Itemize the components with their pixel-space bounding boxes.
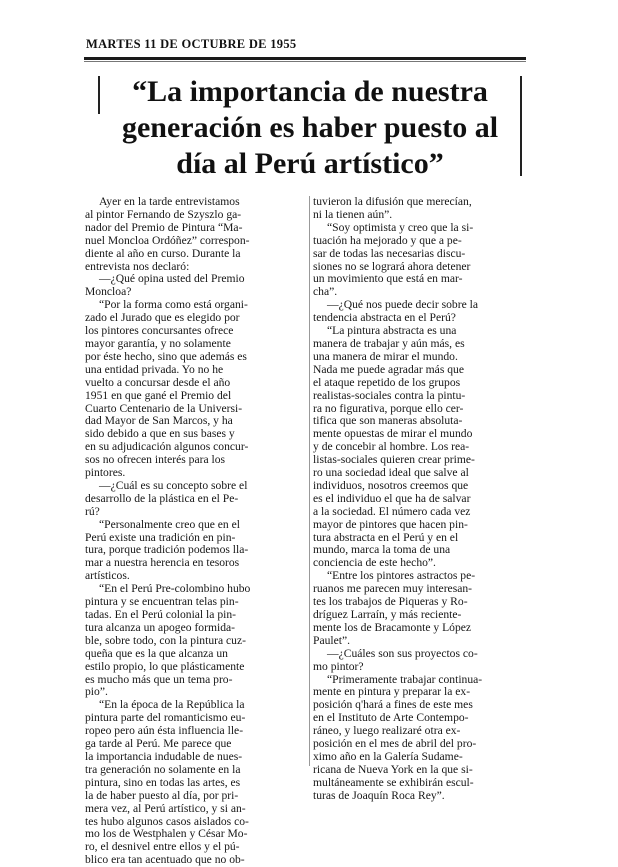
article-line: tura, porque tradición podemos lla-: [85, 544, 249, 557]
article-line: pintura y se encuentran telas pin-: [85, 596, 239, 609]
article-line: posición q'hará a fines de este mes: [313, 699, 473, 712]
article-line: ble, sobre todo, con la pintura cuz-: [85, 634, 246, 647]
article-line: mente opuestas de mirar el mundo: [313, 428, 473, 441]
article-line: la de haber puesto al día, por pri-: [85, 789, 239, 802]
article-line: dríguez Larraín, y más reciente-: [313, 609, 462, 621]
article-line: vuelto a concursar desde el año: [85, 376, 231, 389]
article-line: es el individuo el que ha de salvar: [313, 492, 471, 505]
article-line: entrevista nos declaró:: [85, 260, 190, 273]
article-line: mente los de Bracamonte y López: [313, 621, 472, 634]
article-line: “La pintura abstracta es una: [327, 325, 457, 338]
article-line: nador del Premio de Pintura “Ma-: [85, 221, 243, 234]
article-line: ni la tienen aún”.: [313, 208, 393, 221]
article-line: —¿Qué nos puede decir sobre la: [327, 299, 478, 312]
article-line: “Personalmente creo que en el: [99, 518, 240, 531]
header-rule-thin: [84, 61, 526, 62]
article-line: Nada me puede agradar más que: [313, 363, 464, 376]
article-line: al pintor Fernando de Szyszlo ga-: [85, 208, 242, 221]
article-line: tadas. En el Perú colonial la pin-: [85, 609, 236, 621]
article-line: multáneamente se exhibirán escul-: [313, 776, 474, 789]
article-line: pintores.: [85, 467, 126, 480]
article-line: “Entre los pintores astractos pe-: [327, 570, 476, 583]
article-line: sido debido a que en sus bases y: [85, 428, 235, 441]
article-line: mar a nuestra herencia en tesoros: [85, 557, 240, 570]
article-line: realistas-sociales contra la pintu-: [313, 389, 466, 402]
headline-line: día al Perú artístico”: [176, 147, 444, 180]
article-line: en el Instituto de Arte Contempo-: [313, 712, 469, 725]
article-line: ricana de Nueva York en la que si-: [313, 763, 473, 776]
article-line: en su adjudicación algunos concur-: [85, 441, 249, 454]
article-line: “Soy optimista y creo que la si-: [327, 221, 474, 234]
article-line: mera vez, al Perú artístico, y si an-: [85, 802, 246, 815]
article-line: y de concebir al hombre. Los rea-: [313, 441, 470, 454]
article-line: por éste hecho, sino que además es: [85, 350, 247, 363]
article-line: tra generación no solamente en la: [85, 763, 241, 776]
article-line: estilo propio, lo que plásticamente: [85, 660, 245, 673]
article-line: ruanos me parecen muy interesan-: [313, 583, 473, 596]
headline: [98, 74, 522, 182]
article-line: mayor garantía, y no solamente: [85, 337, 231, 350]
article-line: pio”.: [85, 686, 108, 699]
article-line: los pintores concursantes ofrece: [85, 325, 234, 338]
article-line: zado el Jurado que es elegido por: [85, 312, 240, 325]
article-line: Cuarto Centenario de la Universi-: [85, 402, 243, 415]
article-line: la importancia indudable de nues-: [85, 750, 243, 763]
article-line: —¿Qué opina usted del Premio: [99, 273, 245, 286]
article-line: posición en el mes de abril del pro-: [313, 738, 477, 751]
article-line: tes hubo algunos casos aislados co-: [85, 815, 249, 828]
article-line: “En el Perú Pre-colombino hubo: [99, 583, 251, 596]
article-line: una manera de mirar el mundo.: [313, 350, 458, 363]
article-line: mente en pintura y preparar la ex-: [313, 686, 471, 699]
article-line: tendencia abstracta en el Perú?: [313, 312, 456, 325]
article-line: mayor de pintores que hacen pin-: [313, 518, 468, 531]
article-line: blico era tan acentuado que no ob-: [85, 854, 245, 867]
article-line: mo los de Westphalen y César Mo-: [85, 828, 248, 841]
article-line: individuos, nosotros creemos que: [313, 479, 469, 492]
article-column-left: [85, 196, 308, 867]
article-line: un movimiento que está en mar-: [313, 273, 463, 286]
article-line: Moncloa?: [85, 286, 132, 299]
article-line: turas de Joaquín Roca Rey”.: [313, 789, 445, 802]
article-line: manera de trabajar y aún más, es: [313, 337, 465, 350]
article-line: desarrollo de la plástica en el Pe-: [85, 492, 239, 505]
article-line: mundo, marca la toma de una: [313, 544, 451, 557]
article-line: artísticos.: [85, 570, 130, 583]
article-line: sar de todas las necesarias discu-: [313, 247, 466, 260]
article-line: listas-sociales quieren crear prime-: [313, 454, 475, 467]
article-line: una entidad privada. Yo no he: [85, 363, 224, 376]
article-line: “Primeramente trabajar continua-: [327, 673, 483, 686]
article-line: diente al año en curso. Durante la: [85, 247, 241, 260]
article-line: —¿Cuáles son sus proyectos co-: [327, 647, 478, 660]
article-line: sos no ofrecen interés para los: [85, 454, 226, 467]
article-line: ga tarde al Perú. Me parece que: [85, 738, 232, 751]
article-line: ráneo, y luego realizaré otra ex-: [313, 725, 461, 738]
article-line: ro una sociedad ideal que salve al: [313, 467, 469, 480]
article-line: 1951 en que gané el Premio del: [85, 389, 232, 402]
article-line: tes los trabajos de Piqueras y Ro-: [313, 596, 468, 609]
article-line: es mucho más que un tema pro-: [85, 673, 233, 686]
headline-box: [98, 74, 522, 182]
article-line: “En la época de la República la: [99, 699, 245, 712]
article-line: tura alcanza un apogeo formida-: [85, 621, 235, 634]
article-line: dad Mayor de San Marcos, y ha: [85, 415, 233, 428]
article-line: a la sociedad. El número cada vez: [313, 505, 471, 518]
article-line: Paulet”.: [313, 634, 351, 647]
dateline: MARTES 11 DE OCTUBRE DE 1955: [86, 37, 297, 51]
article-line: pintura, sino en todas las artes, es: [85, 776, 241, 789]
article-line: tuación ha mejorado y que a pe-: [313, 234, 462, 247]
article-line: tura abstracta en el Perú y en el: [313, 531, 459, 544]
article-line: tuvieron la difusión que merecían,: [313, 196, 472, 208]
article-line: mo pintor?: [313, 660, 364, 673]
article-line: ro, el desnivel entre ellos y el pú-: [85, 841, 240, 854]
article-line: “Por la forma como está organi-: [99, 299, 248, 312]
header-rule: [84, 57, 526, 60]
article-line: pintura parte del romanticismo eu-: [85, 712, 246, 725]
article-line: tifica que son maneras absoluta-: [313, 415, 463, 428]
article-line: Ayer en la tarde entrevistamos: [99, 196, 240, 208]
article-line: siones no se logrará ahora detener: [313, 260, 471, 273]
article-line: el ataque repetido de los grupos: [313, 376, 461, 389]
article-line: rú?: [85, 505, 100, 518]
article-line: ropeo pero aún ésta influencia lle-: [85, 725, 244, 738]
article-column-right: [313, 196, 527, 803]
headline-line: “La importancia de nuestra: [132, 75, 488, 108]
article-line: conciencia de este hecho”.: [313, 557, 436, 570]
article-line: ximo año en la Galería Sudame-: [313, 750, 463, 763]
headline-line: generación es haber puesto al: [121, 111, 499, 144]
article-line: ra no figurativa, porque ello cer-: [313, 402, 464, 415]
article-line: —¿Cuál es su concepto sobre el: [99, 479, 248, 492]
article-line: nuel Moncloa Ordóñez” correspon-: [85, 234, 250, 247]
article-line: Perú existe una tradición en pin-: [85, 531, 236, 544]
article-line: queña que es la que alcanza un: [85, 647, 228, 660]
article-line: cha”.: [313, 286, 338, 299]
column-divider: [309, 196, 310, 766]
